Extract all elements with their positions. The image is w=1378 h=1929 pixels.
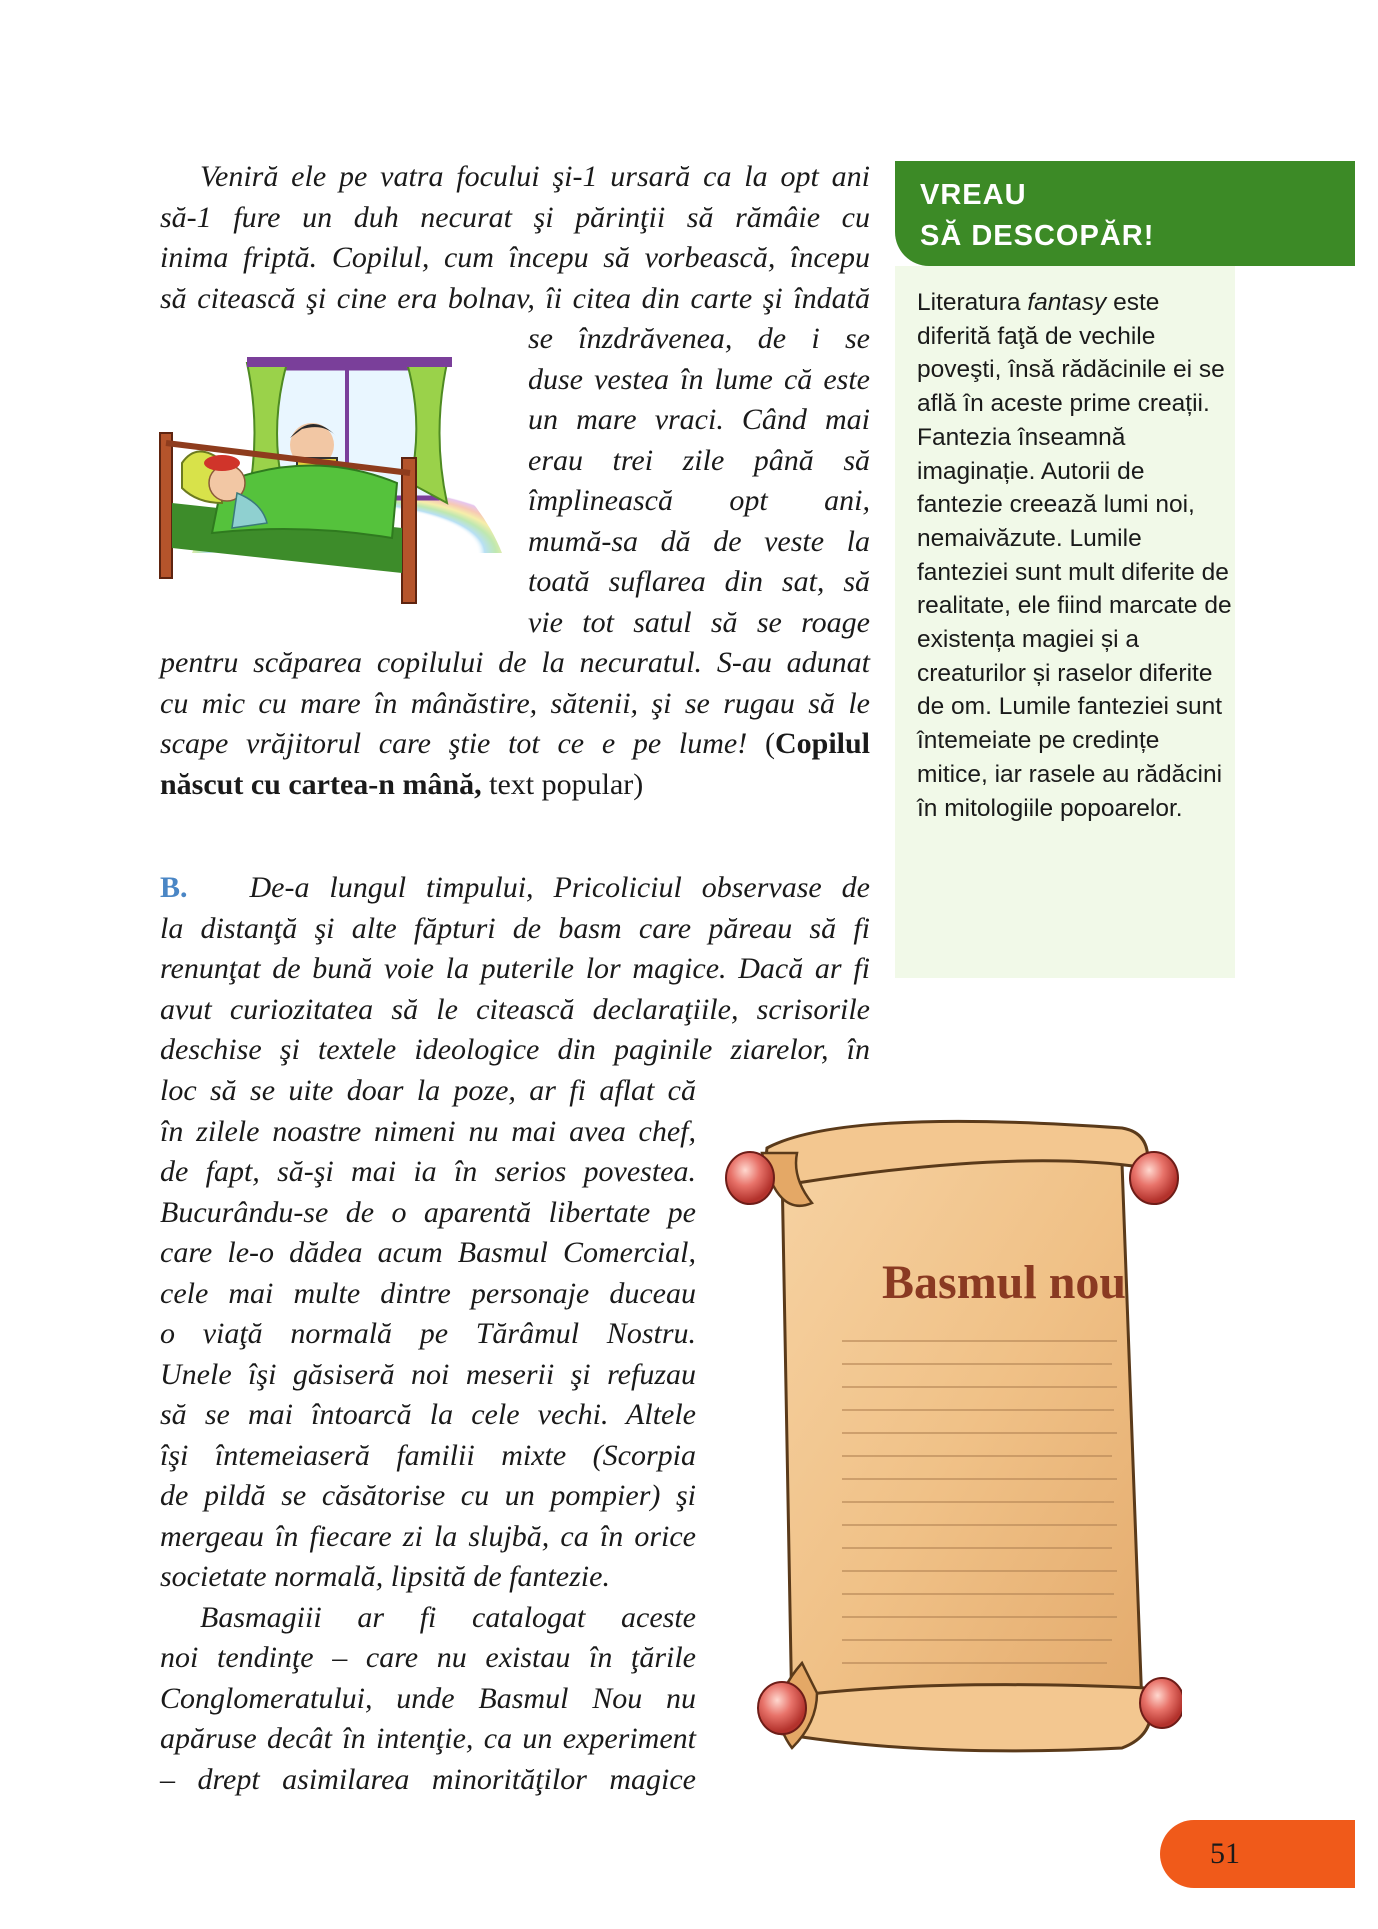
text-line: împlinească opt ani, (528, 484, 870, 517)
sidebar-title (920, 175, 1154, 257)
text-line: avut curiozitatea să le citească declaraţiile, scrisorile (160, 992, 870, 1026)
story-b-wrapped-text (160, 1071, 696, 1800)
text-line: să citească şi cine era bolnav, îi citea din carte şi îndată (160, 281, 870, 315)
text-fragment: fantasy (1027, 289, 1107, 316)
text-fragment: scape vrăjitorul care ştie tot ce e pe lume! (160, 727, 748, 760)
sidebar-body (895, 266, 1235, 978)
text-line: Veniră ele pe vatra focului şi-1 ursară ca la opt ani (200, 160, 870, 193)
text-line: inima friptă. Copilul, cum începu să vorbească, începu (160, 241, 870, 274)
text-line: mergeau în fiecare zi la slujbă, ca în orice (160, 1519, 696, 1553)
page-number-tab (1160, 1820, 1355, 1888)
sidebar-title-line: VREAU (920, 179, 1027, 211)
citation-line (160, 724, 870, 765)
text-fragment: De-a lungul timpului, Pricoliciul observase de (249, 871, 870, 904)
text-line: noi tendinţe – care nu existau în ţările (160, 1641, 696, 1674)
story-a-opening (160, 157, 870, 319)
story-b-opening (160, 868, 870, 1071)
text-line: un mare vraci. Când mai (528, 403, 870, 436)
section-marker: B. (160, 871, 188, 904)
text-line: mumă-sa dă de veste la (528, 524, 870, 558)
page-number: 51 (1210, 1837, 1240, 1870)
text-line: apăruse decât în intenţie, ca un experiment (160, 1722, 696, 1755)
citation-line (160, 765, 870, 806)
text-line: renunţat de bună voie la puterile lor magice. Dacă ar fi (160, 952, 870, 985)
text-fragment: este diferită faţă de vechile poveşti, însă rădăcinile ei se află în aceste prime creații. Fantezia înseamnă imaginație. Autorii de fantezie creează lumi noi, nemaivăzute. Lumile fanteziei sunt mult diferite de realitate, ele fiind marcate de existența magiei și a creaturilor și raselor diferite de om. Lumile fanteziei sunt întemeiate pe credințe mitice, iar rasele au rădăcini în mitologiile popoarelor. (917, 289, 1232, 822)
story-a-wrapped-text (528, 319, 870, 643)
text-line: o viaţă normală pe Tărâmul Nostru. (160, 1317, 696, 1350)
text-line: duse vestea în lume că este (528, 362, 870, 396)
citation-title: născut cu cartea-n mână, (160, 767, 482, 801)
text-line: în zilele noastre nimeni nu mai avea chef, (160, 1114, 696, 1148)
text-line: cu mic cu mare în mânăstire, sătenii, şi se rugau să le (160, 686, 870, 720)
parchment-scroll-illustration (722, 1108, 1182, 1768)
text-line: vie tot satul să se roage (528, 605, 870, 639)
story-a-closing (160, 643, 870, 805)
text-line: erau trei zile până să (528, 443, 870, 477)
text-line: societate normală, lipsită de fantezie. (160, 1560, 610, 1593)
text-line: loc să se uite doar la poze, ar fi aflat că (160, 1074, 696, 1107)
scroll-title: Basmul nou (882, 1256, 1127, 1309)
text-fragment: ( (764, 727, 775, 760)
text-line: să-1 fure un duh necurat şi părinţii să rămâie cu (160, 200, 870, 234)
text-line: toată suflarea din sat, să (528, 565, 870, 598)
text-line: Bucurându-se de o aparentă libertate pe (160, 1195, 696, 1229)
text-line: de fapt, să-şi mai ia în serios povestea. (160, 1155, 696, 1188)
text-line: Basmagiii ar fi catalogat aceste (200, 1600, 696, 1634)
sidebar-text (917, 286, 1235, 825)
text-line: cele mai multe dintre personaje duceau (160, 1276, 696, 1310)
citation-source: text popular) (481, 767, 644, 801)
text-line: Conglomeratului, unde Basmul Nou nu (160, 1681, 696, 1715)
text-line: de pildă se căsătorise cu un pompier) şi (160, 1479, 696, 1512)
text-line: Unele îşi găsiseră noi meserii şi refuzau (160, 1357, 696, 1391)
text-line: pentru scăparea copilului de la necuratul. S-au adunat (160, 646, 870, 679)
text-line (160, 868, 870, 909)
text-line: – drept asimilarea minorităţilor magice (160, 1762, 696, 1796)
text-line: îşi întemeiaseră familii mixte (Scorpia (160, 1438, 696, 1472)
text-fragment: Literatura (917, 289, 1028, 316)
sick-man-and-reading-boy-illustration (152, 333, 522, 623)
sidebar-title-line: SĂ DESCOPĂR! (920, 220, 1155, 252)
text-line: să se mai întoarcă la cele vechi. Altele (160, 1398, 696, 1431)
text-line: se înzdrăvenea, de i se (528, 322, 870, 355)
citation-title: Copilul (774, 727, 871, 760)
text-line: deschise şi textele ideologice din paginile ziarelor, în (160, 1033, 870, 1066)
text-line: care le-o dădea acum Basmul Comercial, (160, 1236, 696, 1269)
sidebar-header (895, 161, 1355, 266)
text-line: la distanţă şi alte făpturi de basm care păreau să fi (160, 911, 870, 945)
